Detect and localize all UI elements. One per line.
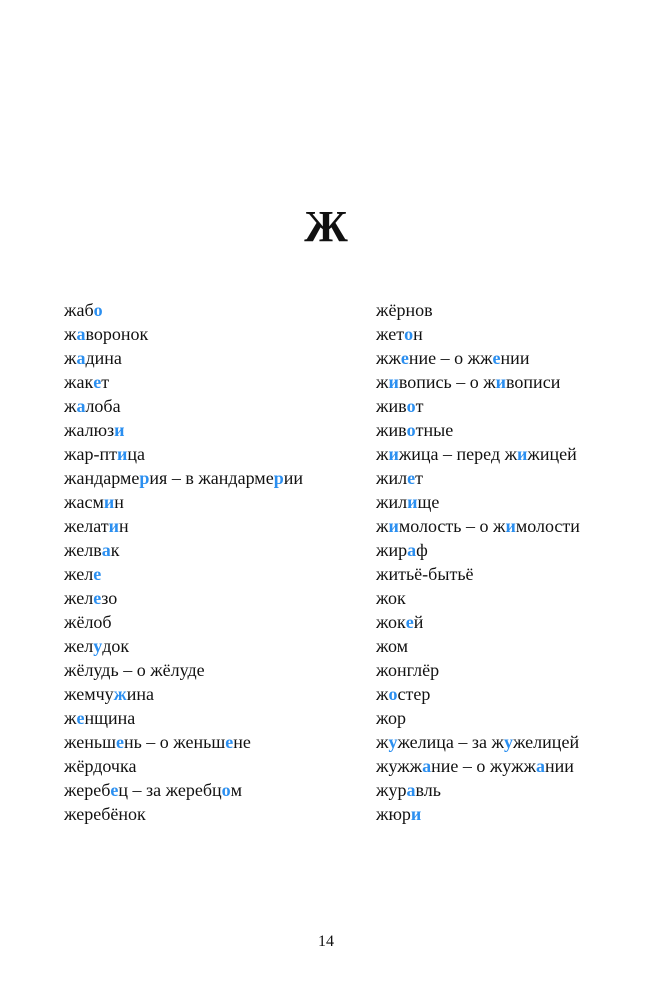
word-entry: жар-птица	[64, 444, 145, 464]
stress-vowel: е	[225, 732, 234, 752]
stress-vowel: е	[407, 468, 416, 488]
word-column-left	[64, 298, 364, 826]
stress-vowel: и	[388, 444, 399, 464]
word-entry: жижица – перед жижицей	[376, 444, 577, 464]
word-entry: жужелица – за жужелицей	[376, 732, 580, 752]
word-entry: желудок	[64, 636, 130, 656]
word-entry: жетон	[376, 324, 423, 344]
word-entry: желвак	[64, 540, 120, 560]
word-entry: жёрдочка	[64, 756, 137, 776]
word-entry: желе	[64, 564, 102, 584]
word-entry: жёрнов	[376, 300, 433, 320]
word-entry: жокей	[376, 612, 424, 632]
stress-vowel: и	[388, 516, 399, 536]
word-entry: жостер	[376, 684, 431, 704]
stress-vowel: у	[93, 636, 103, 656]
word-entry: жёлоб	[64, 612, 112, 632]
stress-vowel: е	[76, 708, 85, 728]
stress-vowel: а	[406, 780, 416, 800]
word-column-right	[376, 298, 646, 826]
stress-vowel: р	[273, 468, 284, 488]
word-entry: жемчужина	[64, 684, 154, 704]
stress-vowel: и	[103, 492, 115, 512]
word-entry: жок	[376, 588, 406, 608]
word-entry: жюри	[376, 804, 422, 824]
stress-vowel: о	[221, 780, 231, 800]
word-entry: жёлудь – о жёлуде	[64, 660, 205, 680]
stress-vowel: е	[93, 588, 102, 608]
word-entry: жимолость – о жимолости	[376, 516, 580, 536]
stress-vowel: и	[495, 372, 507, 392]
stress-vowel: е	[492, 348, 501, 368]
stress-vowel: и	[114, 420, 125, 440]
word-entry: женщина	[64, 708, 136, 728]
stress-vowel: и	[410, 804, 422, 824]
stress-vowel: р	[139, 468, 150, 488]
word-entry: жилище	[376, 492, 440, 512]
stress-vowel: о	[406, 396, 416, 416]
word-entry: живот	[376, 396, 424, 416]
letter-heading: Ж	[304, 202, 348, 251]
word-entry: жалюзи	[64, 420, 125, 440]
word-entry: железо	[64, 588, 118, 608]
stress-vowel: ж	[113, 684, 127, 704]
word-entry: жираф	[376, 540, 428, 560]
word-entry: желатин	[64, 516, 129, 536]
page-number: 14	[318, 933, 334, 950]
word-entry: жабо	[64, 300, 103, 320]
stress-vowel: е	[110, 780, 119, 800]
stress-vowel: о	[404, 324, 414, 344]
stress-vowel: у	[503, 732, 513, 752]
stress-vowel: е	[93, 372, 102, 392]
stress-vowel: е	[405, 612, 414, 632]
stress-vowel: е	[115, 732, 124, 752]
stress-vowel: а	[101, 540, 111, 560]
word-entry: жаворонок	[64, 324, 149, 344]
stress-vowel: а	[76, 324, 86, 344]
word-entry: жжение – о жжении	[376, 348, 530, 368]
word-entry: жадина	[64, 348, 122, 368]
word-entry: жом	[376, 636, 409, 656]
word-entry: жор	[376, 708, 406, 728]
stress-vowel: и	[407, 492, 418, 512]
stress-vowel: о	[388, 684, 398, 704]
stress-vowel: и	[108, 516, 119, 536]
word-entry: жалоба	[64, 396, 121, 416]
word-entry: жужжание – о жужжании	[376, 756, 574, 776]
stress-vowel: а	[535, 756, 545, 776]
word-entry: жакет	[64, 372, 110, 392]
word-entry: жеребёнок	[64, 804, 146, 824]
word-entry: жеребец – за жеребцом	[64, 780, 243, 800]
word-entry: жандармерия – в жандармерии	[64, 468, 303, 488]
stress-vowel: а	[407, 540, 417, 560]
stress-vowel: и	[517, 444, 528, 464]
stress-vowel: о	[93, 300, 103, 320]
stress-vowel: а	[76, 348, 86, 368]
stress-vowel: а	[422, 756, 432, 776]
stress-vowel: е	[400, 348, 409, 368]
stress-vowel: и	[388, 372, 399, 392]
stress-vowel: у	[388, 732, 398, 752]
stress-vowel: о	[406, 420, 416, 440]
word-entry: жасмин	[64, 492, 124, 512]
stress-vowel: и	[505, 516, 516, 536]
word-entry: жилет	[376, 468, 423, 488]
word-entry: житьё-бытьё	[376, 564, 474, 584]
stress-vowel: а	[76, 396, 86, 416]
word-entry: жонглёр	[376, 660, 440, 680]
word-entry: журавль	[376, 780, 441, 800]
stress-vowel: и	[116, 444, 128, 464]
word-entry: живопись – о живописи	[376, 372, 561, 392]
word-entry: животные	[376, 420, 454, 440]
word-entry: женьшень – о женьшене	[64, 732, 251, 752]
stress-vowel: е	[93, 564, 102, 584]
